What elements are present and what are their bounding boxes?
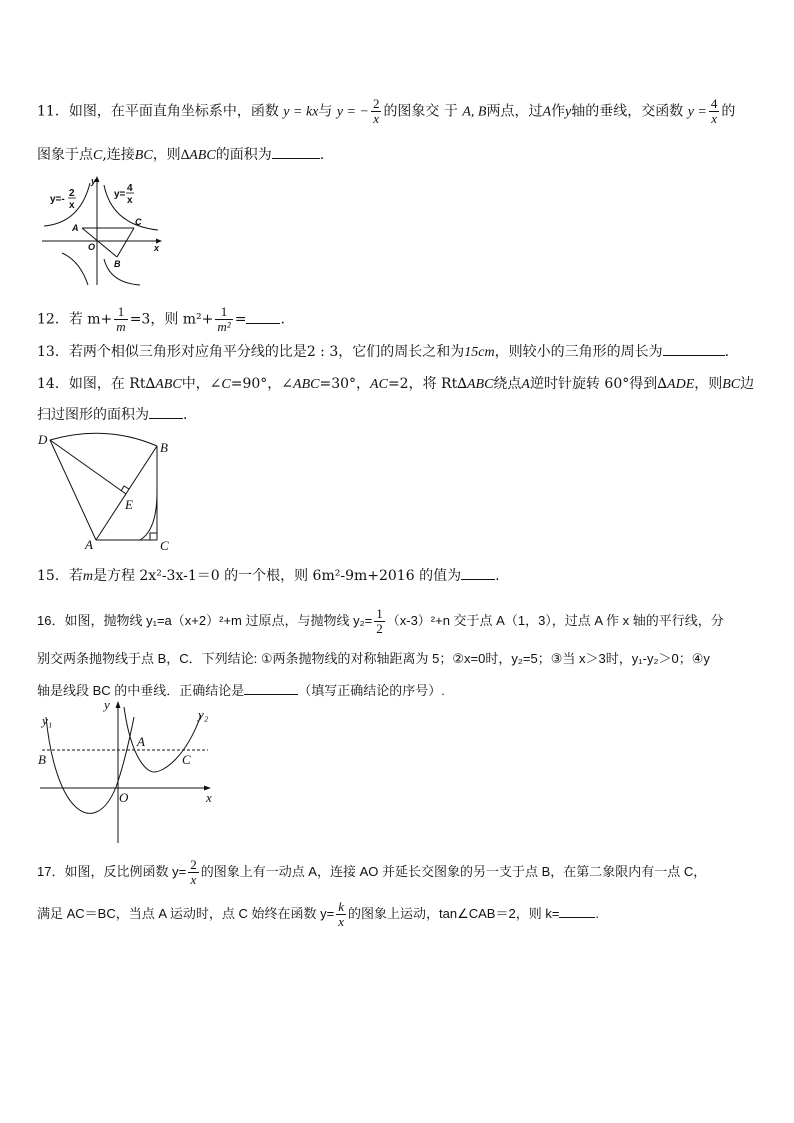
label-O: O (88, 242, 96, 252)
curve-y-neg2-over-x-q4 (104, 259, 140, 285)
fraction: $\frac{1}{2}$ (376, 606, 383, 636)
label-y: y (104, 697, 110, 712)
q17-line1: 17．如图，反比例函数 y= $\frac{2}{x}$ 的图象上有一动点 A，连接 AO 并延长交图象的另一支于点 B，在第二象限内有一点 C， (37, 857, 707, 887)
q14-line1: 14．如图，在 Rt∆ABC中，∠C=90°，∠ABC=30°，AC=2，将 Rt∆ABC绕点A逆时针旋转 60°得到∆ADE，则BC边 (37, 376, 755, 392)
answer-blank[interactable] (149, 406, 183, 419)
fraction: $\frac{k}{x}$ (338, 899, 345, 929)
answer-blank[interactable] (272, 146, 320, 159)
fraction: $\frac{2}{x}$ (190, 857, 197, 887)
label-E: E (125, 497, 133, 512)
segment-BC (117, 228, 134, 257)
q14-line2: 扫过图形的面积为 . (37, 407, 188, 423)
label-O: O (119, 790, 129, 805)
answer-blank[interactable] (244, 682, 298, 695)
segment-AB (96, 446, 157, 540)
fraction: $\frac{4}{x}$ (710, 96, 718, 126)
label-A: A (72, 223, 79, 233)
label-C: C (135, 217, 142, 227)
answer-blank[interactable] (246, 311, 280, 324)
arc-DB (50, 433, 157, 446)
q12-line: 12．若 m+ $\frac{1}{m}$ =3，则 m²+ $\frac{1}{\text{m²}}$ = . (37, 304, 285, 334)
fraction: $\frac{2}{x}$ (372, 96, 380, 126)
label-x: x (206, 790, 212, 805)
label-y-neg: y=- (50, 194, 65, 205)
q16-line1: 16．如图，抛物线 y₁=a（x+2）²+m 过原点，与抛物线 y₂= $\frac{1}{2}$ （x-3）²+n 交于点 A（1，3），过点 A 作 x 轴的平行线，分 (37, 606, 724, 636)
fraction: $\frac{1}{m}$ (116, 304, 126, 334)
figure-q11 (40, 173, 164, 288)
label-C: C (182, 752, 191, 767)
figure-q16 (36, 697, 216, 845)
label-A: A (85, 537, 93, 552)
q16-line3: 轴是线段 BC 的中垂线．正确结论是 （填写正确结论的序号）. (37, 683, 445, 698)
q17-line2: 满足 AC＝BC，当点 A 运动时，点 C 始终在函数 y= $\frac{k}{x}$ 的图象上运动，tan∠CAB＝2，则 k= . (37, 899, 600, 929)
q16-line2: 别交两条抛物线于点 B，C．下列结论: ①两条抛物线的对称轴距离为 5；②x=0时，y₂=5；③当 x＞3时，y₁-y₂＞0；④y (37, 651, 710, 666)
label-x: x (154, 243, 160, 253)
label-A: A (137, 734, 145, 749)
label-frac-num: 2 (69, 188, 75, 199)
label-B: B (160, 440, 168, 455)
figure-q14 (36, 430, 176, 555)
label-B: B (114, 259, 121, 269)
answer-blank[interactable] (461, 567, 495, 580)
q11-line2: 图象于点C,连接BC，则∆ABC的面积为 . (37, 147, 325, 163)
q11-line1: 11．如图，在平面直角坐标系中，函数 y = kx与 y = − $\frac{2}{x}$ 的图象交 于 A, B两点，过A作y轴的垂线，交函数 y = $\frac{4}{x}$ 的 (37, 96, 736, 126)
q15-line: 15．若m是方程 2x²-3x-1＝0 的一个根，则 6m²-9m+2016 的值为 . (37, 568, 500, 584)
curve-y-4-over-x-q3 (62, 253, 88, 285)
label-y: y (91, 176, 97, 186)
right-angle-C (150, 533, 157, 540)
fraction: $\frac{1}{\text{m²}}$ (217, 304, 231, 334)
label-C: C (160, 538, 169, 553)
label-D: D (38, 432, 48, 447)
segment-DA (50, 440, 96, 540)
q13-line: 13．若两个相似三角形对应角平分线的比是2 : 3，它们的周长之和为15cm，则较小的三角形的周长为 . (37, 344, 730, 360)
y-axis-arrow (116, 701, 121, 708)
label-y-pos: y= (114, 189, 126, 200)
label-frac-den: x (69, 200, 75, 211)
segment-DE (50, 440, 126, 494)
label-frac-num: 4 (127, 183, 133, 194)
label-y2: y₂ (198, 707, 209, 722)
label-B: B (38, 752, 46, 767)
answer-blank[interactable] (663, 343, 725, 356)
label-frac-den: x (127, 195, 133, 206)
label-y1: y₁ (42, 713, 53, 728)
answer-blank[interactable] (559, 905, 595, 918)
